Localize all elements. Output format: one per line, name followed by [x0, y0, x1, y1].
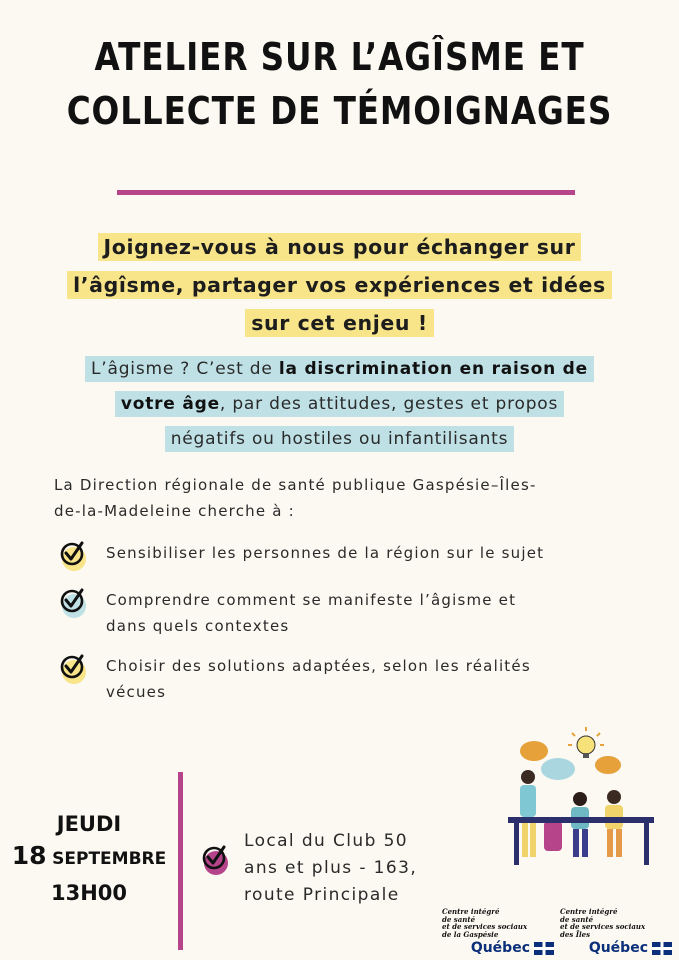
definition-line-3: négatifs ou hostiles ou infantilisants [165, 426, 515, 452]
page-title [48, 30, 632, 138]
event-time: 13H00 [50, 881, 128, 905]
title-divider [117, 190, 575, 195]
goal-item [58, 540, 638, 570]
goal-line-2: dans quels contextes [106, 617, 290, 635]
venue-line-2: ans et plus - 163, [244, 858, 418, 878]
vertical-divider [178, 772, 183, 950]
intro-callout [0, 228, 679, 342]
logo-org-line: Centre intégré [442, 907, 500, 916]
logo-cisss-gaspesie [442, 908, 554, 956]
logo-org-line: de la Gaspésie [442, 929, 499, 939]
event-month: SEPTEMBRE [52, 849, 167, 869]
quebec-wordmark: Québec [588, 940, 648, 956]
ageism-definition [0, 352, 679, 457]
logo-org-line: Centre intégré [560, 907, 618, 916]
logo-org-line: et de services sociaux [560, 922, 646, 931]
goal-item [58, 587, 638, 639]
meeting-people-illustration [498, 725, 660, 870]
goal-line-1: Choisir des solutions adaptées, selon les réalités [106, 657, 531, 675]
event-date-number: 18 [11, 841, 47, 870]
definition-l1-bold: la discrimination en raison de [278, 359, 588, 379]
event-date [0, 808, 178, 911]
quebec-flag-icon [652, 942, 672, 955]
logo-org-line: de santé [560, 914, 594, 924]
goal-line-1: Sensibiliser les personnes de la région sur le sujet [106, 544, 545, 562]
title-line-2: COLLECTE DE TÉMOIGNAGES [66, 89, 613, 133]
event-venue [200, 828, 417, 909]
check-circle-icon [58, 585, 90, 617]
direction-line-2: de-la-Madeleine cherche à : [54, 502, 295, 520]
venue-line-1: Local du Club 50 [244, 831, 409, 851]
direction-line-1: La Direction régionale de santé publique Gaspésie–Îles- [54, 476, 537, 494]
definition-l2-plain: , par des attitudes, gestes et propos [219, 394, 559, 414]
logo-org-line: des Îles [560, 929, 591, 939]
venue-line-3: route Principale [244, 885, 400, 905]
quebec-flag-icon [534, 942, 554, 955]
logo-cisss-iles [560, 908, 672, 956]
definition-line-1 [85, 356, 594, 382]
definition-l2-bold: votre âge [120, 394, 220, 414]
logo-org-line: de santé [442, 914, 476, 924]
logo-org-line: et de services sociaux [442, 922, 528, 931]
goal-line-1: Comprendre comment se manifeste l’âgisme et [106, 591, 517, 609]
title-line-1: ATELIER SUR L’AGÎSME ET [94, 35, 585, 79]
check-circle-icon [58, 538, 90, 570]
definition-l1-plain: L’âgisme ? C’est de [91, 359, 279, 379]
intro-line-1: Joignez-vous à nous pour échanger sur [98, 233, 582, 261]
intro-line-2: l’âgîsme, partager vos expériences et idées [67, 271, 612, 299]
check-circle-icon [200, 842, 232, 874]
direction-paragraph [54, 472, 634, 524]
quebec-wordmark: Québec [470, 940, 530, 956]
intro-line-3: sur cet enjeu ! [245, 309, 434, 337]
check-circle-icon [58, 651, 90, 683]
goal-item [58, 653, 638, 705]
event-day: JEUDI [56, 812, 122, 836]
definition-line-2 [115, 391, 564, 417]
goal-line-2: vécues [106, 683, 167, 701]
